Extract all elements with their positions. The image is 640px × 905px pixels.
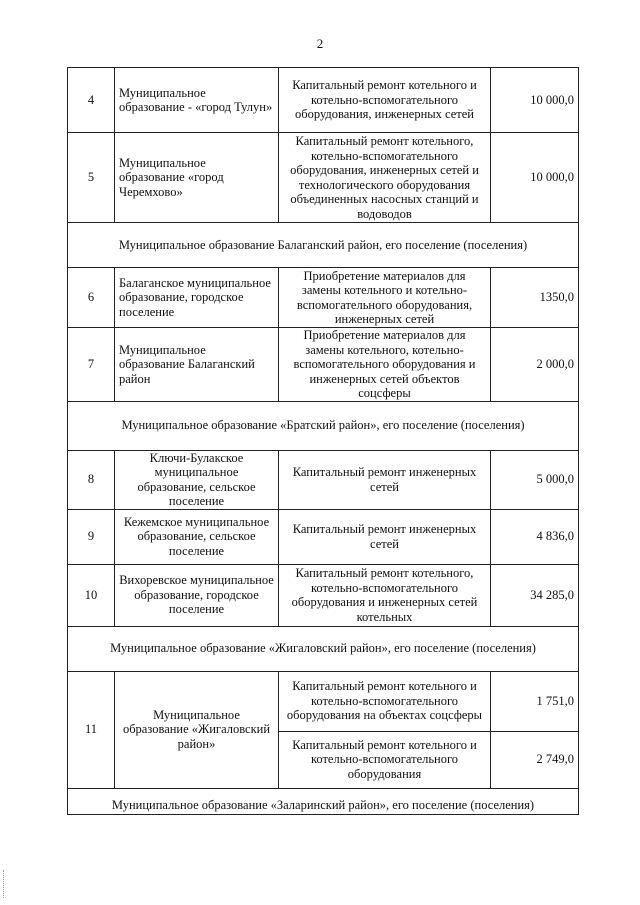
section-row — [68, 401, 579, 450]
row-number: 11 — [68, 671, 115, 788]
row-number: 5 — [68, 133, 115, 223]
row-number: 10 — [68, 564, 115, 626]
row-number: 8 — [68, 450, 115, 509]
scan-edge-mark — [3, 870, 5, 898]
table-row — [68, 671, 579, 731]
amount: 10 000,0 — [491, 68, 579, 133]
municipality-name: Муниципальное образование - «город Тулун» — [115, 68, 279, 133]
amount: 4 836,0 — [491, 509, 579, 564]
funding-table — [67, 67, 579, 815]
municipality-name: Балаганское муниципальное образование, городское поселение — [115, 268, 279, 328]
municipality-name: Кежемское муниципальное образование, сельское поселение — [115, 509, 279, 564]
municipality-name: Вихоревское муниципальное образование, городское поселение — [115, 564, 279, 626]
municipality-name: Муниципальное образование «Жигаловский район» — [115, 671, 279, 788]
work-description: Капитальный ремонт котельного и котельно-вспомогательного оборудования — [279, 731, 491, 788]
work-description: Капитальный ремонт инженерных сетей — [279, 450, 491, 509]
table-row — [68, 564, 579, 626]
amount: 10 000,0 — [491, 133, 579, 223]
section-heading: Муниципальное образование Балаганский район, его поселение (поселения) — [68, 223, 579, 268]
page-number: 2 — [316, 36, 324, 51]
table-row — [68, 268, 579, 328]
amount: 2 749,0 — [491, 731, 579, 788]
table-row — [68, 133, 579, 223]
row-number: 9 — [68, 509, 115, 564]
section-row — [68, 626, 579, 671]
amount: 1 751,0 — [491, 671, 579, 731]
amount: 2 000,0 — [491, 328, 579, 402]
table-row — [68, 509, 579, 564]
row-number: 4 — [68, 68, 115, 133]
municipality-name: Муниципальное образование «город Черемхово» — [115, 133, 279, 223]
table-row — [68, 68, 579, 133]
amount: 1350,0 — [491, 268, 579, 328]
section-heading: Муниципальное образование «Жигаловский район», его поселение (поселения) — [68, 626, 579, 671]
row-number: 6 — [68, 268, 115, 328]
row-number: 7 — [68, 328, 115, 402]
table-row — [68, 450, 579, 509]
municipality-name: Ключи-Булакское муниципальное образование, сельское поселение — [115, 450, 279, 509]
municipality-name: Муниципальное образование Балаганский район — [115, 328, 279, 402]
work-description: Капитальный ремонт инженерных сетей — [279, 509, 491, 564]
work-description: Приобретение материалов для замены котельного и котельно-вспомогательного оборудования, инженерных сетей — [279, 268, 491, 328]
work-description: Приобретение материалов для замены котельного, котельно-вспомогательного оборудования и инженерных сетей объектов соцсферы — [279, 328, 491, 402]
work-description: Капитальный ремонт котельного, котельно-вспомогательного оборудования, инженерных сетей и технологического оборудования объединенных насосных станций и водоводов — [279, 133, 491, 223]
section-row — [68, 788, 579, 814]
work-description: Капитальный ремонт котельного, котельно-вспомогательного оборудования и инженерных сетей котельных — [279, 564, 491, 626]
work-description: Капитальный ремонт котельного и котельно-вспомогательного оборудования, инженерных сетей — [279, 68, 491, 133]
section-heading: Муниципальное образование «Заларинский район», его поселение (поселения) — [68, 788, 579, 814]
table-row — [68, 328, 579, 402]
amount: 34 285,0 — [491, 564, 579, 626]
section-row — [68, 223, 579, 268]
section-heading: Муниципальное образование «Братский район», его поселение (поселения) — [68, 401, 579, 450]
amount: 5 000,0 — [491, 450, 579, 509]
work-description: Капитальный ремонт котельного и котельно-вспомогательного оборудования на объектах соцсферы — [279, 671, 491, 731]
